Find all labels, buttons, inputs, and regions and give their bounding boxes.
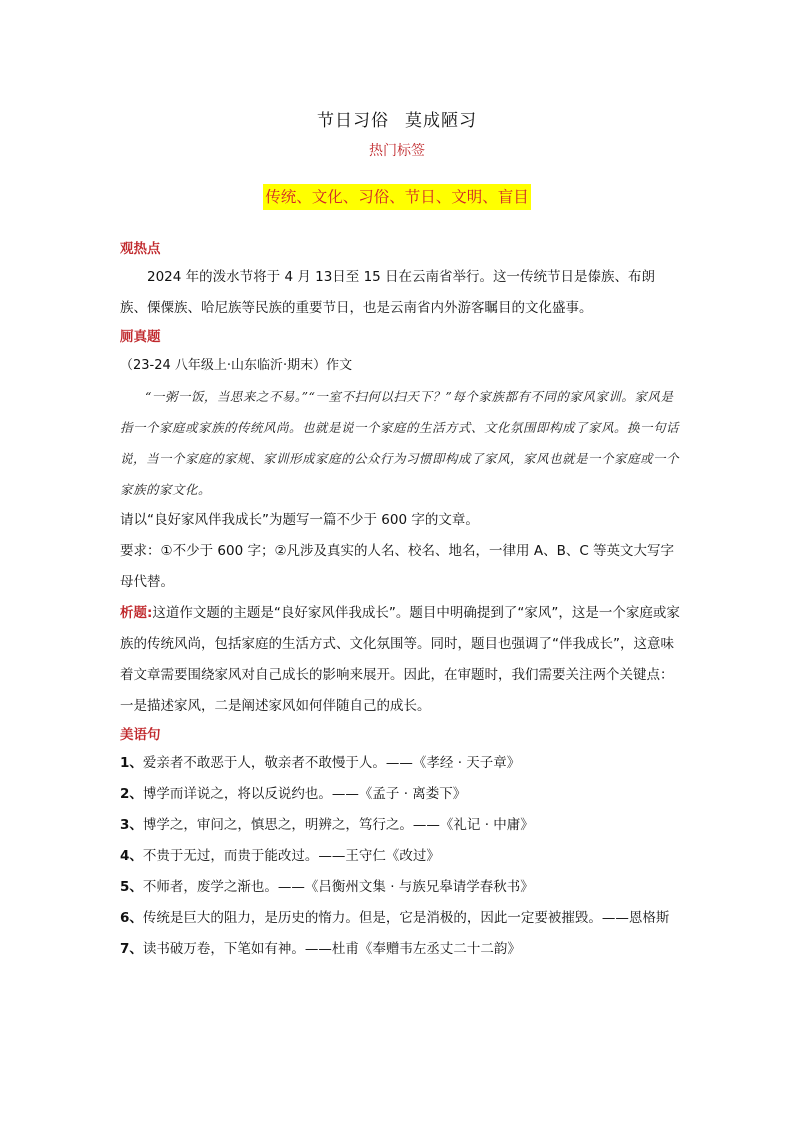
list-item-text: 不师者，废学之渐也。——《吕衡州文集 · 与族兄皋请学春秋书》 <box>142 879 534 895</box>
analysis-paragraph <box>120 598 680 722</box>
analysis-text: 这道作文题的主题是“良好家风伴我成长”。题目中明确提到了“家风”，这是一个家庭或家族的传统风尚，包括家庭的生活方式、文化氛围等。同时，题目也强调了“伴我成长”，这意味着文章需要围绕家风对自己成长的影响来展开。因此，在审题时，我们需要关注两个关键点：一是描述家风，二是阐述家风如何伴随自己的成长。 <box>120 605 680 714</box>
analysis-label: 析题: <box>120 605 153 621</box>
list-item-text: 博学而详说之，将以反说约也。——《孟子 · 离娄下》 <box>142 786 467 802</box>
list-item-number: 1、 <box>120 755 143 771</box>
question-quote: “一粥一饭，当思来之不易。”“一室不扫何以扫天下？”每个家族都有不同的家风家训。家风是指一个家庭或家族的传统风尚。也就是说一个家庭的生活方式、文化氛围即构成了家风。换一句话说，当一个家庭的家规、家训形成家庭的公众行为习惯即构成了家风，家风也就是一个家庭或一个家族的家文化。 <box>120 389 680 497</box>
section-heading-quotes: 美语句 <box>120 727 161 743</box>
list-item-number: 5、 <box>120 879 143 895</box>
list-item-number: 2、 <box>120 786 143 802</box>
question-source: （23-24 八年级上·山东临沂·期末）作文 <box>120 358 353 373</box>
list-item-text: 传统是巨大的阻力，是历史的惰力。但是，它是消极的，因此一定要被摧毁。——恩格斯 <box>142 910 670 926</box>
title-right: 莫成陋习 <box>405 111 477 131</box>
list-item <box>120 841 680 872</box>
list-item-number: 7、 <box>120 941 143 957</box>
hot-paragraph: 2024 年的泼水节将于 4 月 13日至 15 日在云南省举行。这一传统节日是傣族、布朗族、傈僳族、哈尼族等民族的重要节日，也是云南省内外游客瞩目的文化盛事。 <box>120 269 656 316</box>
list-item-text: 不贵于无过，而贵于能改过。——王守仁《改过》 <box>142 848 440 864</box>
tags-highlight: 传统、文化、习俗、节日、文明、盲目 <box>263 184 531 210</box>
list-item <box>120 903 680 934</box>
list-item-number: 3、 <box>120 817 143 833</box>
list-item-number: 6、 <box>120 910 143 926</box>
question-prompt: 请以“良好家风伴我成长”为题写一篇不少于 600 字的文章。 <box>120 512 479 528</box>
list-item <box>120 748 680 779</box>
list-item <box>120 810 680 841</box>
list-item-text: 博学之，审问之，慎思之，明辨之，笃行之。——《礼记 · 中庸》 <box>142 817 534 833</box>
section-heading-hot: 观热点 <box>120 241 161 257</box>
list-item-text: 读书破万卷，下笔如有神。——杜甫《奉赠韦左丞丈二十二韵》 <box>142 941 521 957</box>
question-requirement: 要求：①不少于 600 字；②凡涉及真实的人名、校名、地名，一律用 A、B、C 等英文大写字母代替。 <box>120 543 675 590</box>
list-item <box>120 779 680 810</box>
list-item-text: 爱亲者不敢恶于人，敬亲者不敢慢于人。——《孝经 · 天子章》 <box>142 755 521 771</box>
title-left: 节日习俗 <box>317 111 389 131</box>
tags-row <box>0 184 794 210</box>
list-item <box>120 934 680 965</box>
hot-tags-label: 热门标签 <box>369 143 425 159</box>
list-item <box>120 872 680 903</box>
main-content <box>120 236 680 965</box>
section-heading-question: 厕真题 <box>120 329 161 345</box>
list-item-number: 4、 <box>120 848 143 864</box>
page-title <box>0 106 794 131</box>
